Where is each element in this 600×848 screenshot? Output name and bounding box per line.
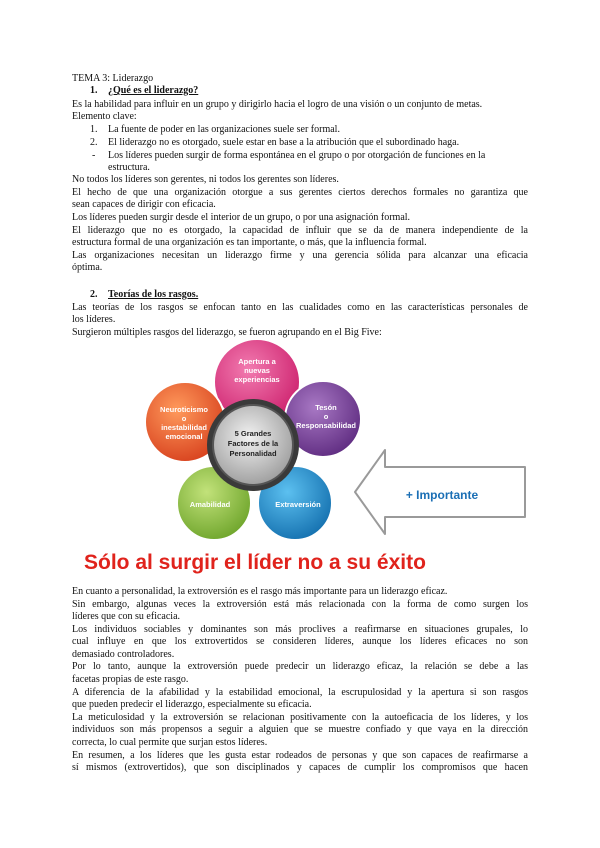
paragraph-line: En cuanto a personalidad, la extroversión es el rasgo más importante para un liderazgo eficaz. — [72, 586, 448, 597]
section-2-heading: Teorías de los rasgos. — [108, 289, 199, 300]
section-1-number: 1. — [90, 85, 98, 96]
paragraph-line: El hecho de que una organización otorgue a sus gerentes ciertos derechos formales no garantiza que — [72, 187, 528, 198]
paragraph-line: En resumen, a los líderes que les gusta estar rodeados de personas y que son capaces de reafirmarse a — [72, 750, 528, 761]
petal-label: Apertura a — [238, 357, 276, 366]
petal-label: inestabilidad — [161, 423, 207, 432]
list-item: Los líderes pueden surgir de forma espontánea en el grupo o por otorgación de funciones en la — [108, 150, 486, 161]
center-gear — [207, 399, 299, 491]
paragraph-line: Los líderes pueden surgir desde el interior de un grupo, o por una asignación formal. — [72, 212, 411, 223]
paragraph-line: A diferencia de la afabilidad y la estabilidad emocional, la escrupulosidad y la apertura si son rasgos — [72, 687, 528, 698]
importance-arrow — [355, 450, 525, 534]
paragraph-line: sean capaces de dirigir con eficacia. — [72, 199, 216, 210]
section-1-heading: ¿Qué es el liderazgo? — [108, 85, 199, 96]
paragraph-line: líderes que con su eficacia. — [72, 611, 181, 622]
list-marker: 2. — [90, 137, 98, 148]
list-marker: 1. — [90, 124, 98, 135]
big-five-diagram — [140, 340, 540, 545]
paragraph-line: facetas propias de este rasgo. — [72, 674, 189, 685]
petal-label: o — [323, 412, 329, 421]
paragraph-line: sí mismos (extrovertidos), que son disciplinados y capaces de cumplir los compromisos que hacen — [72, 762, 528, 773]
paragraph-line: individuos son más propensos a seguir a alguien que se muestre confiado y que vaya en la dirección — [72, 724, 528, 735]
topic-title: TEMA 3: Liderazgo — [72, 73, 154, 84]
petal-label: Extraversión — [275, 500, 321, 509]
petal-label: experiencias — [234, 375, 280, 384]
petal-label: nuevas — [244, 366, 270, 375]
section-2-number: 2. — [90, 289, 98, 300]
definition-line: Es la habilidad para influir en un grupo y dirigirlo hacia el logro de una visión o un conjunto de metas. — [72, 99, 483, 110]
paragraph-line: Las organizaciones necesitan un liderazgo firme y una gerencia sólida para alcanzar una eficacia — [72, 250, 528, 261]
center-label: Personalidad — [229, 449, 277, 458]
petal-label: emocional — [165, 432, 203, 441]
paragraph-line: Por lo tanto, aunque la extroversión puede predecir un liderazgo eficaz, la relación se debe a las — [72, 661, 528, 672]
list-item-continuation: estructura. — [108, 162, 150, 173]
headline: Sólo al surgir el líder no a su éxito — [84, 551, 426, 574]
paragraph-line: Los individuos sociables y dominantes son más proclives a reafirmarse en situaciones grupales, lo — [72, 624, 528, 635]
paragraph-line: Surgieron múltiples rasgos del liderazgo, se fueron agrupando en el Big Five: — [72, 327, 382, 338]
petal-label: Amabilidad — [189, 500, 231, 509]
petal-label: Tesón — [315, 403, 337, 412]
petal-label: Neuroticismo — [160, 405, 208, 414]
paragraph-line: No todos los líderes son gerentes, ni todos los gerentes son líderes. — [72, 174, 339, 185]
paragraph-line: óptima. — [72, 262, 103, 273]
paragraph-line: El liderazgo que no es otorgado, la capacidad de influir que se da de manera independiente de la — [72, 225, 528, 236]
petal-label: o — [181, 414, 187, 423]
paragraph-line: demasiado controladores. — [72, 649, 175, 660]
center-label: Factores de la — [227, 439, 279, 448]
paragraph-line: estructura formal de una organización es tan importante, o más, que la influencia formal. — [72, 237, 427, 248]
paragraph-line: que pueden predecir el liderazgo, especialmente su eficacia. — [72, 699, 312, 710]
paragraph-line: cual influye en que los extrovertidos se consideren líderes, aunque los líderes eficaces no son — [72, 636, 528, 647]
paragraph-line: Las teorías de los rasgos se enfocan tanto en las cualidades como en las características personales de — [72, 302, 528, 313]
arrow-label: + Importante — [405, 488, 479, 502]
list-item: El liderazgo no es otorgado, suele estar en base a la atribución que el subordinado haga. — [108, 137, 460, 148]
petal-label: Responsabilidad — [295, 421, 357, 430]
paragraph-line: Sin embargo, algunas veces la extroversión está más relacionada con la forma de como surgen los — [72, 599, 528, 610]
list-marker: - — [92, 150, 96, 161]
paragraph-line: correcta, lo cual permite que surjan estos líderes. — [72, 737, 268, 748]
center-label: 5 Grandes — [234, 429, 272, 438]
paragraph-line: los líderes. — [72, 314, 116, 325]
list-item: La fuente de poder en las organizaciones suele ser formal. — [108, 124, 340, 135]
paragraph-line: La meticulosidad y la extroversión se relacionan positivamente con la autoeficacia de los líderes, y los — [72, 712, 528, 723]
key-element-label: Elemento clave: — [72, 111, 137, 122]
